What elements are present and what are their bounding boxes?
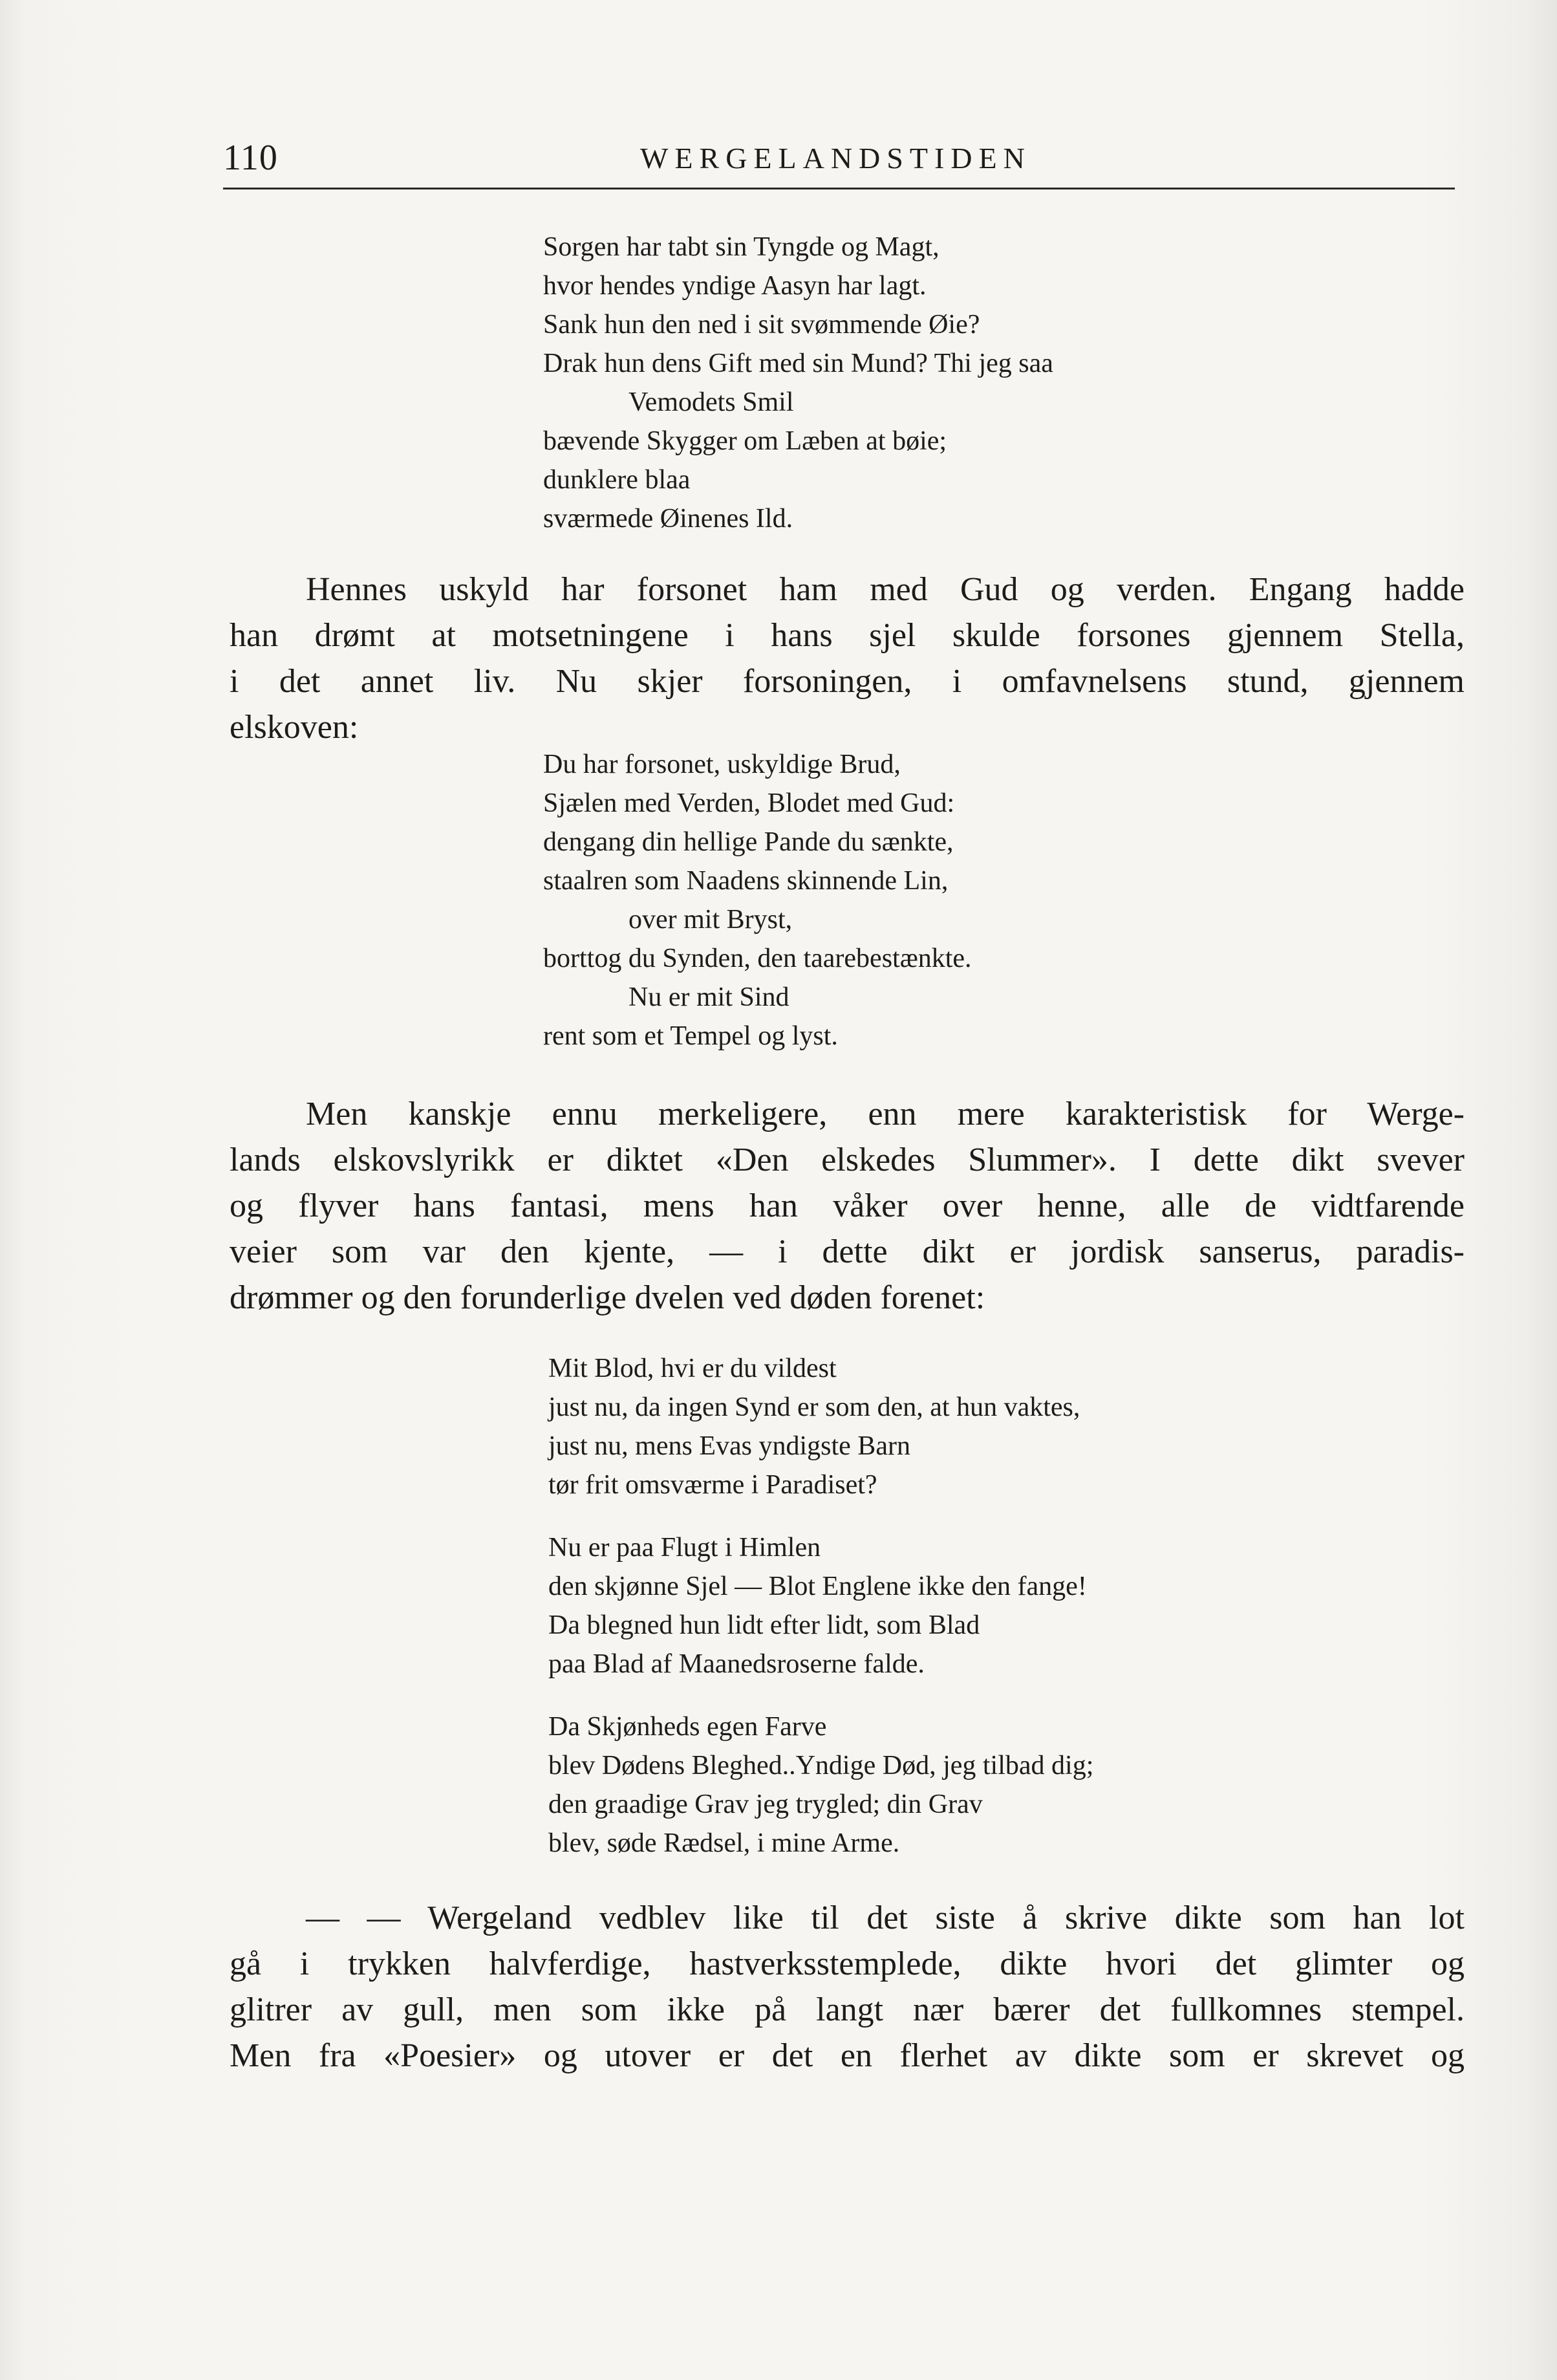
page-header [223, 129, 1455, 189]
verse-line: Sjælen med Verden, Blodet med Gud: [543, 788, 955, 818]
paragraph-line: veier som var den kjente, — i dette dikt er jordisk sanserus, paradis- [230, 1233, 1465, 1270]
verse-line: just nu, mens Evas yndigste Barn [548, 1431, 910, 1461]
verse-line: Da blegned hun lidt efter lidt, som Blad [548, 1610, 980, 1640]
verse-line: paa Blad af Maanedsroserne falde. [548, 1649, 925, 1679]
verse-line: Sank hun den ned i sit svømmende Øie? [543, 310, 980, 340]
paragraph-2 [230, 1091, 1465, 1321]
verse-line: blev, søde Rædsel, i mine Arme. [548, 1828, 900, 1858]
poem-excerpt-3 [548, 1349, 1093, 1887]
paragraph-line: Hennes uskyld har forsonet ham med Gud og verden. Engang hadde [306, 571, 1465, 608]
paragraph-line: Men fra «Poesier» og utover er det en flerhet av dikte som er skrevet og [230, 2037, 1465, 2074]
verse-line: borttog du Synden, den taarebestænkte. [543, 944, 972, 973]
paragraph-line: i det annet liv. Nu skjer forsoningen, i omfavnelsens stund, gjennem [230, 663, 1465, 700]
verse-line: Vemodets Smil [628, 387, 794, 417]
verse-line: Mit Blod, hvi er du vildest [548, 1354, 837, 1383]
paragraph-line: gå i trykken halvferdige, hastverksstemplede, dikte hvori det glimter og [230, 1945, 1465, 1982]
verse-line: blev Dødens Bleghed..Yndige Død, jeg tilbad dig; [548, 1751, 1094, 1780]
verse-line: Nu er paa Flugt i Himlen [548, 1533, 821, 1563]
paragraph-line: — — Wergeland vedblev like til det siste å skrive dikte som han lot [306, 1899, 1465, 1936]
verse-line: sværmede Øinenes Ild. [543, 504, 793, 534]
verse-line: bævende Skygger om Læben at bøie; [543, 426, 947, 456]
paragraph-line: Men kanskje ennu merkeligere, enn mere karakteristisk for Werge- [306, 1096, 1465, 1132]
poem-excerpt-2 [543, 745, 972, 1055]
paragraph-1 [230, 567, 1465, 750]
running-head: WERGELANDSTIDEN [640, 142, 1031, 175]
paragraph-line: han drømt at motsetningene i hans sjel skulde forsones gjennem Stella, [230, 617, 1465, 654]
verse-line: den skjønne Sjel — Blot Englene ikke den fange! [548, 1572, 1087, 1601]
verse-line: Sorgen har tabt sin Tyngde og Magt, [543, 232, 940, 262]
verse-line: den graadige Grav jeg trygled; din Grav [548, 1790, 983, 1819]
paragraph-line: lands elskovslyrikk er diktet «Den elskedes Slummer». I dette dikt svever [230, 1141, 1465, 1178]
verse-line: over mit Bryst, [628, 905, 793, 935]
paragraph-line: elskoven: [230, 709, 359, 746]
stanza-2 [548, 1528, 1093, 1683]
verse-line: Drak hun dens Gift med sin Mund? Thi jeg saa [543, 349, 1053, 378]
verse-line: rent som et Tempel og lyst. [543, 1021, 838, 1051]
stanza-1 [548, 1349, 1093, 1504]
verse-line: Nu er mit Sind [628, 982, 789, 1012]
verse-line: Da Skjønheds egen Farve [548, 1712, 827, 1742]
verse-line: just nu, da ingen Synd er som den, at hun vaktes, [548, 1392, 1080, 1422]
stanza-3 [548, 1707, 1093, 1863]
paragraph-line: glitrer av gull, men som ikke på langt nær bærer det fullkomnes stempel. [230, 1991, 1465, 2028]
poem-excerpt-1 [543, 228, 1053, 538]
paragraph-3 [230, 1895, 1465, 2079]
verse-line: Du har forsonet, uskyldige Brud, [543, 750, 901, 779]
verse-line: staalren som Naadens skinnende Lin, [543, 866, 949, 896]
verse-line: tør frit omsværme i Paradiset? [548, 1470, 877, 1500]
paragraph-line: og flyver hans fantasi, mens han våker over henne, alle de vidtfarende [230, 1187, 1465, 1224]
page-number: 110 [223, 138, 278, 178]
verse-line: hvor hendes yndige Aasyn har lagt. [543, 271, 927, 301]
verse-line: dengang din hellige Pande du sænkte, [543, 827, 954, 857]
paragraph-line: drømmer og den forunderlige dvelen ved døden forenet: [230, 1279, 985, 1316]
verse-line: dunklere blaa [543, 465, 691, 495]
